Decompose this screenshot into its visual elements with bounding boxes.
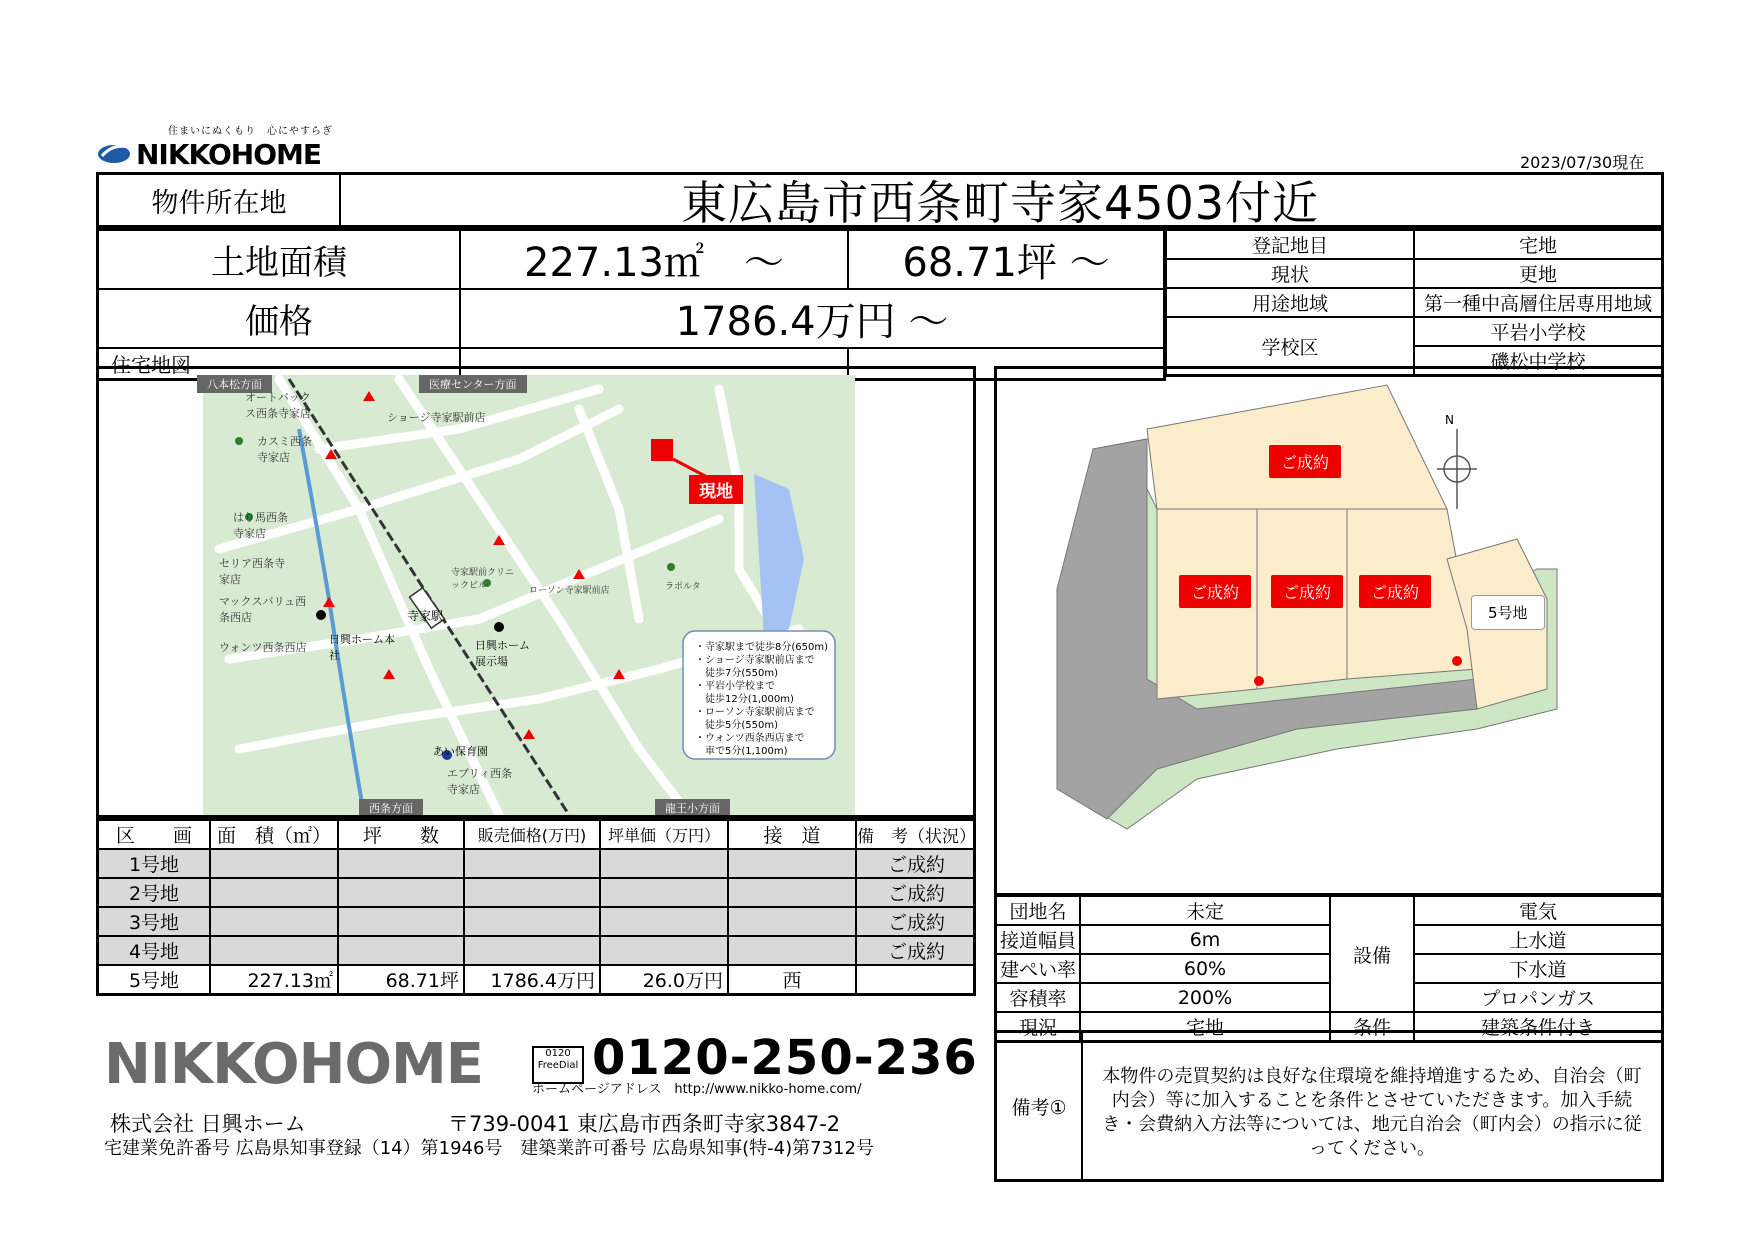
sold-badge: ご成約: [1269, 445, 1341, 478]
sold-badge: ご成約: [1359, 575, 1431, 608]
place-label: ラポルタ: [665, 582, 701, 592]
table-row: [98, 878, 975, 907]
area-label: 土地面積: [98, 230, 461, 290]
lot-note: ご成約: [856, 907, 975, 936]
lot-road: [728, 849, 856, 878]
facility-item: 下水道: [1414, 954, 1663, 983]
sold-badge: ご成約: [1271, 575, 1343, 608]
spec-label: 建ぺい率: [996, 954, 1081, 983]
info-value: 宅地: [1414, 230, 1663, 260]
access-info: [695, 641, 835, 758]
north-label: N: [1445, 413, 1454, 427]
facility-item: プロパンガス: [1414, 983, 1663, 1012]
as-of-date: 2023/07/30現在: [1520, 153, 1645, 172]
lots-header: 接 道: [728, 820, 856, 850]
direction-label: 龍王小方面: [655, 799, 730, 817]
spec-label: 容積率: [996, 983, 1081, 1012]
lot-unit: 26.0万円: [600, 965, 728, 995]
remarks-label: 備考①: [997, 1033, 1083, 1179]
spec-value: 宅地: [1080, 1012, 1330, 1042]
address-value: 東広島市西条町寺家4503付近: [680, 176, 1320, 230]
table-row: [98, 965, 975, 995]
lot-road: [728, 878, 856, 907]
lot-area: [210, 936, 338, 965]
lot-unit: [600, 936, 728, 965]
phone-number: 0120-250-236: [592, 1030, 978, 1086]
spec-label: 接道幅員: [996, 925, 1081, 954]
lot-name: 3号地: [98, 907, 211, 936]
access-line: 徒歩7分(550m): [695, 668, 778, 679]
lot-area: [210, 878, 338, 907]
spec-label: 団地名: [996, 896, 1081, 926]
condition-value: 建築条件付き: [1414, 1012, 1663, 1042]
lot-price: [464, 849, 600, 878]
address-box: [96, 172, 1664, 228]
info-value: 更地: [1414, 259, 1663, 288]
lots-header: 坪 数: [338, 820, 464, 850]
lot-note: ご成約: [856, 936, 975, 965]
sold-badge: ご成約: [1179, 575, 1251, 608]
lot-tsubo: 68.71坪: [338, 965, 464, 995]
lot5-label: 5号地: [1471, 595, 1545, 630]
access-line: ・ウォンツ西条西店まで: [695, 733, 805, 744]
lot-area: [210, 849, 338, 878]
area-tsubo: 68.71坪 ～: [848, 230, 1165, 290]
info-label: 現状: [1166, 259, 1415, 288]
lots-header: 販売価格(万円): [464, 820, 600, 850]
lot-note: ご成約: [856, 878, 975, 907]
lot-area: 227.13㎡: [210, 965, 338, 995]
spec-table: [994, 894, 1664, 1043]
area-sqm: 227.13㎡ ～: [460, 230, 848, 290]
compass-icon: [1437, 429, 1477, 509]
place-label: はり馬西条寺家店: [233, 511, 288, 540]
lot-tsubo: [338, 849, 464, 878]
lot-note: ご成約: [856, 849, 975, 878]
lot-road: 西: [728, 965, 856, 995]
school-junior: 磯松中学校: [1414, 346, 1663, 376]
lots-header: 備 考（状況）: [856, 820, 975, 850]
school-elementary: 平岩小学校: [1414, 317, 1663, 346]
street-map: [96, 366, 976, 818]
facility-label: 設備: [1330, 896, 1414, 1013]
price-value: 1786.4万円 ～: [460, 289, 1165, 348]
place-label: 日興ホーム展示場: [475, 639, 530, 668]
price-label: 価格: [98, 289, 461, 348]
access-line: 徒歩12分(1,000m): [695, 694, 794, 705]
homepage-address: ホームページアドレス http://www.nikko-home.com/: [532, 1082, 862, 1097]
remarks-box: [994, 1030, 1664, 1182]
lot-plan-map: [994, 366, 1664, 896]
license-info: 宅建業免許番号 広島県知事登録（14）第1946号 建築業許可番号 広島県知事(特-4)第7312号: [104, 1138, 874, 1159]
info-label: 用途地域: [1166, 288, 1415, 317]
spec-value: 未定: [1080, 896, 1330, 926]
station-label: 寺家駅: [407, 609, 444, 623]
lot-unit: [600, 849, 728, 878]
lot-price: 1786.4万円: [464, 965, 600, 995]
school-label: 学校区: [1166, 317, 1415, 376]
lot-tsubo: [338, 878, 464, 907]
header-logo: NIKKOHOME: [136, 138, 322, 171]
lot-price: [464, 878, 600, 907]
company-address: 〒739-0041 東広島市西条町寺家3847-2: [448, 1112, 841, 1136]
access-line: ・平岩小学校まで: [695, 681, 775, 692]
place-label: マックスバリュ西条西店: [219, 595, 307, 624]
site-marker-label: 現地: [689, 475, 743, 504]
facility-item: 上水道: [1414, 925, 1663, 954]
lot-name: 5号地: [98, 965, 211, 995]
place-label: カスミ西条寺家店: [257, 435, 312, 464]
access-line: ・ローソン寺家駅前店まで: [695, 707, 815, 718]
access-line: 徒歩5分(550m): [695, 720, 778, 731]
lots-header: 坪単価（万円）: [600, 820, 728, 850]
spec-value: 60%: [1080, 954, 1330, 983]
lot-tsubo: [338, 907, 464, 936]
lot-road: [728, 907, 856, 936]
map-section-label: 住宅地図: [98, 348, 461, 380]
land-info-table: [1164, 228, 1664, 377]
access-line: ・寺家駅まで徒歩8分(650m): [695, 642, 828, 653]
table-row: [98, 849, 975, 878]
table-row: [98, 936, 975, 965]
direction-label: 西条方面: [359, 799, 423, 817]
info-value: 第一種中高層住居専用地域: [1414, 288, 1663, 317]
condition-label: 条件: [1330, 1012, 1414, 1042]
info-label: 登記地目: [1166, 230, 1415, 260]
table-row: [98, 907, 975, 936]
lot-price: [464, 907, 600, 936]
lot-unit: [600, 907, 728, 936]
direction-label: 八本松方面: [197, 375, 272, 393]
place-label: あい保育園: [433, 745, 488, 758]
place-label: ショージ寺家駅前店: [387, 411, 486, 424]
place-label: ローソン寺家駅前店: [529, 586, 610, 596]
lot-price: [464, 936, 600, 965]
lot-note: [856, 965, 975, 995]
place-label: 日興ホーム本社: [329, 633, 395, 662]
spec-label: 現況: [996, 1012, 1081, 1042]
remarks-text: 本物件の売買契約は良好な住環境を維持増進するため、自治会（町内会）等に加入することを条件とさせていただきます。加入手続き・会費納入方法等については、地元自治会（町内会）の指示に従ってください。: [1102, 1066, 1642, 1159]
lot-area: [210, 907, 338, 936]
place-label: 寺家駅前クリニックビル: [451, 568, 514, 591]
address-label: 物件所在地: [99, 175, 341, 225]
place-label: オートバックス西条寺家店: [245, 391, 311, 420]
place-label: エブリィ西条寺家店: [447, 767, 513, 796]
access-line: 車で5分(1,100m): [695, 746, 788, 757]
tagline: 住まいにぬくもり 心にやすらぎ: [168, 126, 333, 137]
direction-label: 医療センター方面: [419, 375, 527, 393]
place-label: ウォンツ西条西店: [219, 641, 307, 654]
lot-name: 2号地: [98, 878, 211, 907]
facility-item: 電気: [1414, 896, 1663, 926]
lots-table: [96, 818, 976, 996]
freedial-icon: 0120 FreeDial: [532, 1046, 584, 1084]
company-name: 株式会社 日興ホーム: [110, 1112, 306, 1136]
place-label: セリア西条寺家店: [219, 557, 285, 586]
spec-value: 200%: [1080, 983, 1330, 1012]
access-line: ・ショージ寺家駅前店まで: [695, 655, 815, 666]
footer-logo: NIKKOHOME: [104, 1032, 484, 1097]
lots-header: 面 積（㎡）: [210, 820, 338, 850]
lot-unit: [600, 878, 728, 907]
area-price-table: [96, 228, 1166, 381]
lots-header: 区 画: [98, 820, 211, 850]
lot-name: 1号地: [98, 849, 211, 878]
spec-value: 6m: [1080, 925, 1330, 954]
logo-swoosh-icon: [96, 140, 136, 164]
lot-road: [728, 936, 856, 965]
lot-name: 4号地: [98, 936, 211, 965]
lot-tsubo: [338, 936, 464, 965]
